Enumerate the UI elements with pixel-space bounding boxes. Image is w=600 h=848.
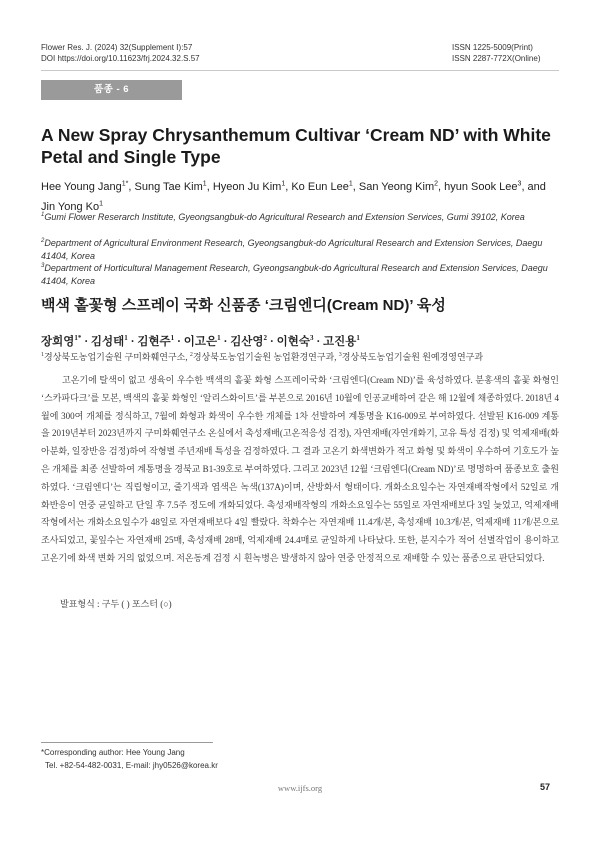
affiliation-mark: 3	[338, 352, 342, 358]
author-name: 이현숙	[276, 335, 310, 348]
author-affiliation-mark: 1	[170, 334, 175, 342]
author-affiliation-mark: 2	[263, 334, 268, 342]
article-title-korean: 백색 홑꽃형 스프레이 국화 신품종 ‘크림엔디(Cream ND)’ 육성	[41, 297, 446, 314]
issn-block	[452, 42, 541, 64]
author-affiliation-mark: 1	[281, 180, 286, 188]
contact-info: Tel. +82-54-482-0031, E-mail: jhy0526@korea.kr	[45, 761, 218, 770]
author-name: Hee Young Jang	[41, 181, 122, 193]
affiliation-mark: 1	[41, 212, 45, 218]
affiliation-text: 경상북도농업기술원 농업환경연구과,	[192, 352, 337, 362]
affiliation-text: 경상북도농업기술원 구미화훼연구소,	[44, 352, 188, 362]
affiliation-mark: 2	[41, 238, 45, 244]
author-affiliation-mark: 1	[348, 180, 353, 188]
article-title-english: A New Spray Chrysanthemum Cultivar ‘Cream ND’ with White Petal and Single Type	[41, 125, 551, 167]
issn-print: ISSN 1225-5009(Print)	[452, 43, 533, 52]
affiliation-text: Department of Horticultural Management Research, Gyeongsangbuk-do Agricultural Research and Extension Services, Daegu 41404, Korea	[41, 263, 548, 286]
author-name: Jin Yong Ko	[41, 201, 100, 213]
author-list-korean: 장희영$^{1*}$ · 김성태$^1$ · 김현주$^1$ · 이고은$^1$ · 김산영$^2$ · 이현숙$^3$ · 고진용$^1$	[41, 334, 360, 348]
author-affiliation-mark: 1	[356, 334, 360, 342]
affiliation-mark: 2	[189, 352, 193, 358]
author-affiliation-mark: 3	[517, 180, 522, 188]
author-affiliation-mark: 1	[217, 334, 221, 342]
section-badge: 품종 - 6	[41, 80, 182, 100]
abstract-body: 고온기에 탈색이 없고 생육이 우수한 백색의 홑꽃 화형 스프레이국화 ‘크림엔디(Cream ND)’를 육성하였다. 분홍색의 홑꽃 화형인 ‘스카파다크’를 모본, 백색의 홑꽃 화형인 ‘알리스화이트’를 부본으로 2016년 10월에 인공교배하여 같은 해 12월에 채종하였다. 2018년 4월에 300여 개체를 정식하고, 7월에 화형과 화색이 우수한 개체를 1차 선발하여 계통명을 K16-009로 부여하였다. 선발된 K16-009 계통을 2019년부터 2023년까지 구미화훼연구소 온실에서 촉성재배(고온적응성 검정), 자연재배(자연개화기, 고유 특성 검정) 및 억제재배(화아분화, 일장반응 검정)하여 작형별 주년재배 특성을 검정하였다. 그 결과 고온기 화색변화가 적고 화형 및 화색이 우수하여 기호도가 높은 개체를 최종 선발하여 계통명을 경북교 B1-39호로 부여하였다. 그리고 2023년 12월 ‘크림엔디(Cream ND)’로 명명하여 품종보호 출원하였다. ‘크림엔디’는 직립형이고, 줄기색과 엽색은 녹색(137A)이며, 산방화서 형태이다. 개화소요일수는 자연재배작형에서 52일로 개화반응이 연중 균일하고 단일 후 7.5주 정도에 개화되었다. 촉성재배작형의 개화소요일수는 55일로 자연재배보다 3일 늦었고, 억제재배작형에서는 개화소요일수가 48일로 자연재배보다 4일 빨랐다. 착화수는 자연재배 11.4개/본, 촉성재배 10.3개/본, 억제재배 11개/본으로 조사되었고, 꽃잎수는 자연재배 25매, 촉성재배 28매, 억제재배 24.4매로 균일하게 나타났다. 또한, 분지수가 적어 선별작업이 용이하고 고온기에 화색 변화 거의 없었으며. 저온동계 검정 시 흰녹병은 발생하지 않아 연중 안정적으로 재배할 수 있는 품종으로 판단되었다.	[41, 375, 559, 563]
author-name: Sung Tae Kim	[134, 181, 203, 193]
author-name: San Yeong Kim	[358, 181, 435, 193]
author-name: hyun Sook Lee	[444, 181, 518, 193]
journal-website[interactable]: www.ijfs.org	[277, 783, 323, 793]
affiliation-english	[41, 209, 561, 224]
affiliation-text: Department of Agricultural Environment Research, Gyeongsangbuk-do Agricultural Research and Extension Services, Daegu 41404, Korea	[41, 238, 543, 261]
affiliation-english	[41, 260, 561, 288]
affiliation-english	[41, 235, 561, 263]
affiliation-text: Gumi Flower Reserarch Institute, Gyeongsangbuk-do Agricultural Research and Extension Services, Gumi 39102, Korea	[44, 212, 525, 222]
author-affiliation-mark: 1	[124, 334, 128, 342]
corresponding-author: *Corresponding author: Hee Young Jang	[41, 748, 185, 757]
footnote-divider	[41, 742, 213, 743]
header-divider	[41, 70, 559, 71]
author-affiliation-mark: 1	[99, 200, 104, 208]
author-name: 김산영	[230, 335, 264, 348]
issn-online: ISSN 2287-772X(Online)	[452, 54, 541, 63]
author-name: Ko Eun Lee	[291, 181, 349, 193]
affiliation-mark: 3	[41, 263, 45, 269]
affiliation-mark: 1	[41, 352, 44, 358]
author-name: 고진용	[323, 335, 357, 348]
author-name: 김성태	[90, 335, 125, 348]
author-name: 이고은	[183, 335, 218, 348]
journal-citation	[41, 42, 200, 64]
journal-doi[interactable]: DOI https://doi.org/10.11623/frj.2024.32.S.57	[41, 54, 200, 63]
author-affiliation-mark: 2	[434, 180, 439, 188]
author-affiliation-mark: 3	[309, 334, 314, 342]
affiliation-korean	[41, 349, 483, 363]
page-number: 57	[540, 782, 551, 792]
author-affiliation-mark: 1	[202, 180, 207, 188]
author-name: 장희영	[41, 335, 75, 348]
author-list-english: Hee Young Jang$^{1*}$, Sung Tae Kim$^1$, Hyeon Ju Kim$^1$, Ko Eun Lee$^1$, San Yeong Kim$^2$, hyun Sook Lee$^3$, and Jin Yong Ko$^1$	[41, 180, 546, 213]
journal-volume: Flower Res. J. (2024) 32(Supplement Ⅰ):57	[41, 43, 193, 52]
author-name: Hyeon Ju Kim	[212, 181, 282, 193]
presentation-type: 발표형식 : 구두 ( ) 포스터 (○)	[60, 599, 172, 609]
affiliation-text: 경상북도농업기술원 원예경영연구과	[341, 352, 484, 362]
author-affiliation-mark: 1*	[74, 334, 82, 342]
author-affiliation-mark: 1*	[121, 180, 129, 188]
author-name: 김현주	[137, 335, 171, 348]
